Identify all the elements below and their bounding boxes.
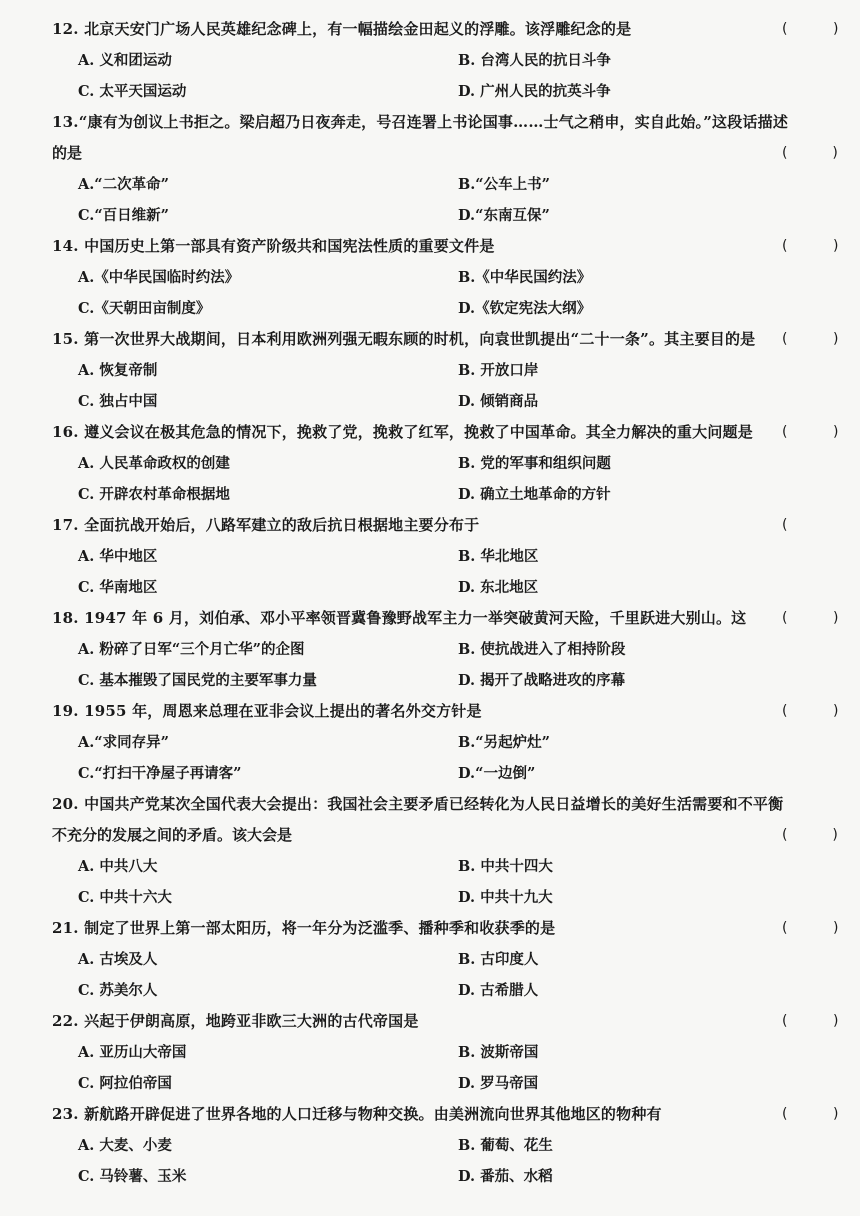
options-grid [52,944,842,1006]
question-stem [52,107,842,138]
answer-parentheses[interactable]: ( ) [782,21,839,37]
option-d: D. 中共十九大 [458,889,553,906]
option-b: B. 葡萄、花生 [458,1137,553,1154]
answer-parentheses[interactable]: ( ) [782,610,839,626]
answer-parentheses[interactable]: ( ) [782,424,839,440]
answer-parentheses[interactable]: ( ) [782,331,839,347]
question [52,1006,842,1099]
answer-parentheses[interactable]: ( ) [782,703,839,719]
option-d: D. 东北地区 [458,579,539,596]
question [52,1099,842,1192]
question-stem [52,14,842,45]
options-grid [52,262,842,324]
answer-parentheses[interactable]: ( ) [782,1106,839,1122]
options-grid [52,1130,842,1192]
question-text: 23. 新航路开辟促进了世界各地的人口迁移与物种交换。由美洲流向世界其他地区的物种有 [52,1105,662,1123]
question [52,324,842,417]
question-text: 12. 北京天安门广场人民英雄纪念碑上，有一幅描绘金田起义的浮雕。该浮雕纪念的是 [52,20,632,38]
answer-parentheses[interactable]: ( ) [782,920,839,936]
option-a: A. 亚历山大帝国 [78,1044,187,1061]
option-d: D. 广州人民的抗英斗争 [458,83,611,100]
option-c: C. 太平天国运动 [78,83,187,100]
option-c: C. 苏美尔人 [78,982,158,999]
question-stem [52,789,842,820]
option-c: C. 马铃薯、玉米 [78,1168,187,1185]
question-text-continued: 不充分的发展之间的矛盾。该大会是 [52,826,293,844]
question-stem [52,510,842,541]
option-b: B. 开放口岸 [458,362,539,379]
option-b: B.“另起炉灶” [458,734,550,751]
option-a: A. 人民革命政权的创建 [78,455,230,472]
options-grid [52,634,842,696]
options-grid [52,355,842,417]
option-c: C. 基本摧毁了国民党的主要军事力量 [78,672,317,689]
option-b: B. 古印度人 [458,951,539,968]
option-b: B.《中华民国约法》 [458,269,592,286]
question-stem [52,603,842,634]
option-a: A. 古埃及人 [78,951,158,968]
option-a: A.《中华民国临时约法》 [78,269,240,286]
question-stem [52,1006,842,1037]
option-a: A. 粉碎了日军“三个月亡华”的企图 [78,641,305,658]
question-text: 13.“康有为创议上书拒之。梁启超乃日夜奔走，号召连署上书论国事……士气之稍申，实自此始。”这段话描述 [52,113,789,131]
option-d: D.“东南互保” [458,207,550,224]
option-d: D.“一边倒” [458,765,536,782]
option-c: C. 开辟农村革命根据地 [78,486,230,503]
answer-parentheses[interactable]: ( ) [782,145,838,161]
question-text: 21. 制定了世界上第一部太阳历，将一年分为泛滥季、播种季和收获季的是 [52,919,556,937]
option-b: B. 党的军事和组织问题 [458,455,611,472]
option-b: B. 华北地区 [458,548,539,565]
option-b: B. 中共十四大 [458,858,553,875]
question-stem [52,1099,842,1130]
answer-parentheses[interactable]: ( ) [782,238,839,254]
options-grid [52,169,842,231]
question [52,789,842,913]
question-text-continued: 的是 [52,144,83,162]
question [52,603,842,696]
question-stem [52,324,842,355]
question-text: 19. 1955 年，周恩来总理在亚非会议上提出的著名外交方针是 [52,702,482,720]
option-d: D. 确立土地革命的方针 [458,486,611,503]
question-text: 22. 兴起于伊朗高原，地跨亚非欧三大洲的古代帝国是 [52,1012,419,1030]
question [52,107,842,231]
options-grid [52,1037,842,1099]
question [52,696,842,789]
option-a: A. 恢复帝制 [78,362,158,379]
options-grid [52,851,842,913]
option-b: B. 台湾人民的抗日斗争 [458,52,611,69]
question [52,417,842,510]
option-c: C.“打扫干净屋子再请客” [78,765,242,782]
question-text: 18. 1947 年 6 月，刘伯承、邓小平率领晋冀鲁豫野战军主力一举突破黄河天险，千里跃进大别山。这 [52,609,747,627]
option-a: A. 中共八大 [78,858,158,875]
exam-sheet [52,14,842,1192]
option-d: D. 古希腊人 [458,982,539,999]
options-grid [52,727,842,789]
option-b: B.“公车上书” [458,176,550,193]
question-continuation [52,820,842,851]
option-b: B. 波斯帝国 [458,1044,539,1061]
options-grid [52,45,842,107]
question-stem [52,696,842,727]
option-d: D.《钦定宪法大纲》 [458,300,592,317]
question [52,231,842,324]
option-a: A. 华中地区 [78,548,158,565]
option-d: D. 罗马帝国 [458,1075,539,1092]
question-text: 17. 全面抗战开始后，八路军建立的敌后抗日根据地主要分布于 [52,516,480,534]
question [52,14,842,107]
option-c: C. 阿拉伯帝国 [78,1075,172,1092]
option-a: A. 义和团运动 [78,52,172,69]
question-text: 20. 中国共产党某次全国代表大会提出：我国社会主要矛盾已经转化为人民日益增长的美好生活需要和不平衡 [52,795,784,813]
option-a: A.“二次革命” [78,176,169,193]
option-a: A. 大麦、小麦 [78,1137,172,1154]
question-text: 14. 中国历史上第一部具有资产阶级共和国宪法性质的重要文件是 [52,237,495,255]
question-stem [52,231,842,262]
option-b: B. 使抗战进入了相持阶段 [458,641,626,658]
question-text: 16. 遵义会议在极其危急的情况下，挽救了党，挽救了红军，挽救了中国革命。其全力解决的重大问题是 [52,423,753,441]
question-stem [52,417,842,448]
option-a: A.“求同存异” [78,734,169,751]
option-c: C. 独占中国 [78,393,158,410]
option-d: D. 揭开了战略进攻的序幕 [458,672,626,689]
question [52,510,842,603]
option-d: D. 倾销商品 [458,393,539,410]
question-text: 15. 第一次世界大战期间，日本利用欧洲列强无暇东顾的时机，向袁世凯提出“二十一条”。其主要目的是 [52,330,756,348]
answer-parentheses[interactable]: ( [782,517,788,533]
question-continuation [52,138,842,169]
answer-parentheses[interactable]: ( ) [782,1013,839,1029]
options-grid [52,448,842,510]
option-c: C.“百日维新” [78,207,170,224]
question [52,913,842,1006]
option-c: C. 中共十六大 [78,889,172,906]
answer-parentheses[interactable]: ( ) [782,827,838,843]
option-c: C.《天朝田亩制度》 [78,300,211,317]
options-grid [52,541,842,603]
option-d: D. 番茄、水稻 [458,1168,553,1185]
option-c: C. 华南地区 [78,579,158,596]
question-stem [52,913,842,944]
